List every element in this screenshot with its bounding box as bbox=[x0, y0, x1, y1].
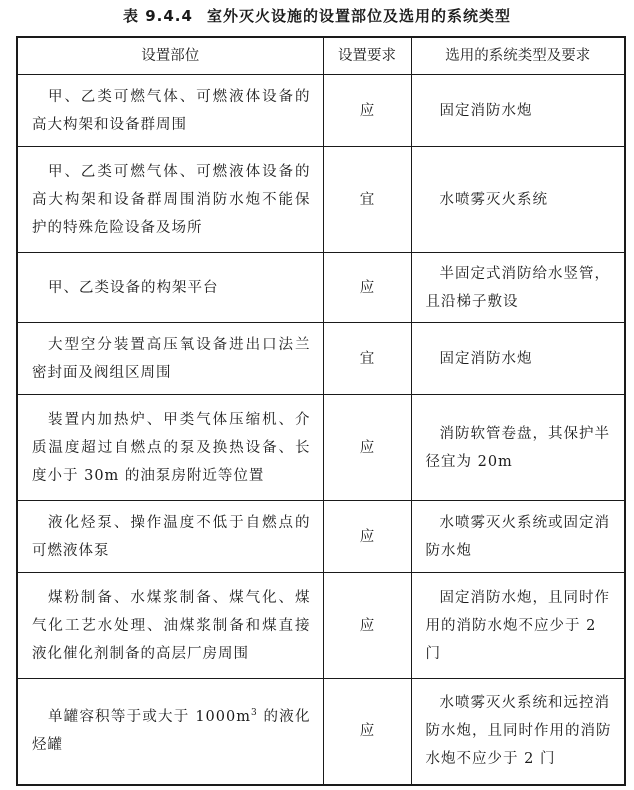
header-system: 选用的系统类型及要求 bbox=[411, 37, 625, 75]
location-text-pre: 单罐容积等于或大于 1000m bbox=[48, 709, 251, 726]
cell-requirement: 应 bbox=[359, 723, 375, 740]
cell-system: 水喷雾灭火系统或固定消防水炮 bbox=[425, 514, 610, 559]
table-row bbox=[17, 75, 625, 147]
cell-requirement: 宜 bbox=[359, 350, 375, 367]
location-text-post: 的液化烃罐 bbox=[32, 709, 311, 754]
cell-location bbox=[18, 703, 323, 759]
table-row bbox=[17, 501, 625, 573]
table-row bbox=[17, 147, 625, 253]
cell-requirement: 宜 bbox=[359, 191, 375, 208]
superscript-3: 3 bbox=[250, 708, 258, 719]
regulation-table bbox=[16, 36, 626, 786]
cell-location: 甲、乙类设备的构架平台 bbox=[48, 279, 219, 296]
table-number: 表 9.4.4 bbox=[123, 7, 193, 25]
cell-location: 液化烃泵、操作温度不低于自燃点的可燃液体泵 bbox=[32, 514, 311, 559]
cell-requirement: 应 bbox=[359, 617, 375, 634]
cell-system: 固定消防水炮 bbox=[439, 102, 533, 119]
cell-location: 大型空分装置高压氧设备进出口法兰密封面及阀组区周围 bbox=[32, 336, 311, 381]
cell-system: 水喷雾灭火系统 bbox=[439, 191, 548, 208]
cell-location: 甲、乙类可燃气体、可燃液体设备的高大构架和设备群周围消防水炮不能保护的特殊危险设备及场所 bbox=[32, 163, 311, 236]
cell-requirement: 应 bbox=[359, 439, 375, 456]
cell-location: 甲、乙类可燃气体、可燃液体设备的高大构架和设备群周围 bbox=[32, 88, 311, 133]
cell-system: 消防软管卷盘，其保护半径宜为 20m bbox=[425, 425, 610, 470]
table-row bbox=[17, 573, 625, 679]
table-row bbox=[17, 253, 625, 323]
table-row bbox=[17, 323, 625, 395]
table-row bbox=[17, 679, 625, 785]
cell-requirement: 应 bbox=[359, 528, 375, 545]
cell-system: 固定消防水炮 bbox=[439, 350, 533, 367]
table-title-text: 室外灭火设施的设置部位及选用的系统类型 bbox=[206, 7, 511, 25]
table-row bbox=[17, 395, 625, 501]
cell-location: 煤粉制备、水煤浆制备、煤气化、煤气化工艺水处理、油煤浆制备和煤直接液化催化剂制备的高层厂房周围 bbox=[32, 589, 311, 662]
table-header-row bbox=[17, 37, 625, 75]
cell-requirement: 应 bbox=[359, 102, 375, 119]
cell-system: 水喷雾灭火系统和远控消防水炮，且同时作用的消防水炮不应少于 2 门 bbox=[425, 695, 612, 768]
cell-requirement: 应 bbox=[359, 279, 375, 296]
header-requirement: 设置要求 bbox=[323, 37, 411, 75]
cell-system: 固定消防水炮，且同时作用的消防水炮不应少于 2 门 bbox=[425, 589, 610, 662]
cell-location: 装置内加热炉、甲类气体压缩机、介质温度超过自燃点的泵及换热设备、长度小于 30m 的油泵房附近等位置 bbox=[32, 411, 311, 484]
cell-system: 半固定式消防给水竖管，且沿梯子敷设 bbox=[425, 265, 610, 310]
table-title bbox=[0, 4, 634, 28]
header-location: 设置部位 bbox=[17, 37, 323, 75]
